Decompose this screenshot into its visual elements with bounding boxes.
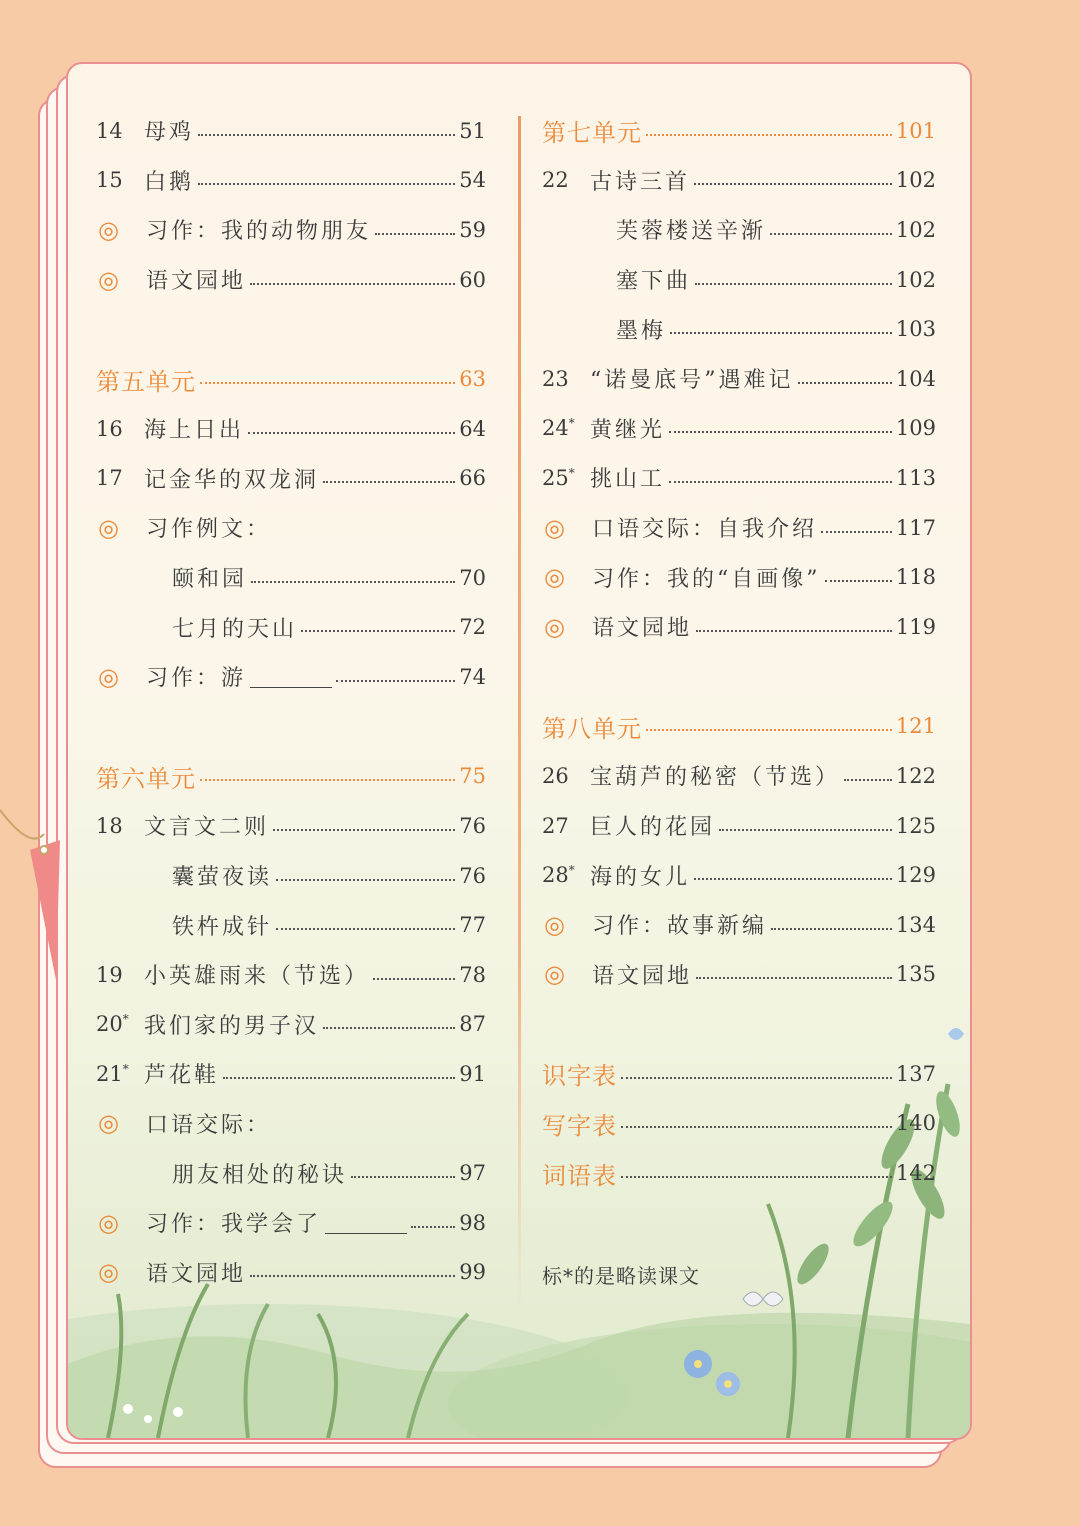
entry-title: 巨人的花园 (590, 815, 716, 841)
entry-title: 第六单元 (96, 764, 196, 793)
lesson-number: 28* (542, 863, 575, 888)
dot-leader (821, 531, 892, 533)
dot-leader (273, 829, 455, 831)
entry-title: 海的女儿 (590, 864, 691, 890)
toc-entry[interactable] (96, 1198, 486, 1248)
page-number: 118 (895, 565, 936, 590)
optional-reading-mark: * (568, 863, 575, 878)
circle-bullet-icon: ◎ (544, 612, 565, 641)
lesson-number: 20* (96, 1012, 129, 1037)
lesson-number: 19 (96, 962, 123, 987)
entry-title: 芦花鞋 (144, 1063, 220, 1089)
dot-leader (646, 729, 892, 731)
dot-leader (621, 1077, 892, 1079)
entry-title: 宝葫芦的秘密（节选） (590, 765, 841, 791)
dot-leader (223, 1077, 455, 1079)
toc-entry[interactable] (96, 553, 486, 603)
toc-entry[interactable] (96, 1099, 486, 1149)
entry-title: 我们家的男子汉 (144, 1013, 320, 1039)
dot-leader (200, 779, 455, 781)
optional-reading-mark: * (122, 1061, 129, 1076)
page-number: 63 (459, 367, 486, 392)
page-number: 70 (459, 565, 486, 590)
section-gap (542, 652, 936, 702)
page-number: 99 (459, 1260, 486, 1285)
entry-title: 词语表 (542, 1161, 617, 1190)
page-number: 102 (895, 168, 936, 193)
page-number: 91 (459, 1061, 486, 1086)
fill-in-blank (250, 665, 332, 688)
page-number: 102 (895, 267, 936, 292)
circle-bullet-icon: ◎ (544, 960, 565, 989)
optional-reading-mark: * (568, 465, 575, 480)
dot-leader (669, 481, 892, 483)
unit-heading[interactable] (96, 752, 486, 802)
toc-entry[interactable] (542, 304, 936, 354)
dot-leader (646, 134, 892, 136)
dot-leader (250, 283, 455, 285)
page-number: 75 (459, 764, 486, 789)
entry-title: 习作：我的动物朋友 (146, 219, 372, 245)
toc-entry[interactable] (542, 354, 936, 404)
optional-reading-mark: * (568, 416, 575, 431)
page-number: 142 (895, 1161, 936, 1186)
dot-leader (771, 928, 892, 930)
footnote: 标*的是略读课文 (542, 1264, 700, 1288)
dot-leader (373, 978, 455, 980)
entry-title: 语文园地 (592, 963, 693, 989)
entry-title: 七月的天山 (172, 616, 298, 642)
fill-in-blank (325, 1211, 407, 1234)
entry-title: 颐和园 (172, 567, 248, 593)
section-gap (96, 304, 486, 354)
entry-title: 墨梅 (616, 318, 667, 344)
entry-title: 口语交际：自我介绍 (592, 517, 818, 543)
dot-leader (621, 1176, 892, 1178)
dot-leader (198, 134, 455, 136)
appendix-entry[interactable] (542, 1099, 936, 1149)
toc-entry[interactable] (542, 602, 936, 652)
toc-entry[interactable] (542, 751, 936, 801)
entry-title: 囊萤夜读 (172, 865, 273, 891)
lesson-number: 22 (542, 168, 569, 193)
lesson-number: 25* (542, 465, 575, 490)
toc-entry[interactable] (542, 900, 936, 950)
unit-heading[interactable] (96, 354, 486, 404)
entry-title: 习作：我的“自画像” (592, 566, 821, 592)
entry-title: 黄继光 (590, 417, 666, 443)
section-gap (96, 702, 486, 752)
optional-reading-mark: * (122, 1012, 129, 1027)
toc-entry[interactable] (96, 255, 486, 305)
circle-bullet-icon: ◎ (98, 1109, 119, 1138)
page-number: 60 (459, 267, 486, 292)
contents-left-column (96, 106, 486, 1297)
page-number: 121 (895, 714, 936, 739)
circle-bullet-icon: ◎ (544, 910, 565, 939)
entry-title: 小英雄雨来（节选） (144, 964, 370, 990)
toc-entry[interactable] (96, 106, 486, 156)
entry-title: 朋友相处的秘诀 (172, 1162, 348, 1188)
entry-title: 第八单元 (542, 714, 642, 743)
dot-leader (694, 878, 892, 880)
entry-title: 第五单元 (96, 367, 196, 396)
entry-title: “诺曼底号”遇难记 (590, 368, 794, 394)
entry-title: 识字表 (542, 1062, 617, 1091)
lesson-number: 15 (96, 168, 123, 193)
toc-entry[interactable] (542, 850, 936, 900)
page-number: 102 (895, 217, 936, 242)
toc-entry[interactable] (96, 950, 486, 1000)
bookmark-ribbon (0, 790, 80, 990)
dot-leader (375, 233, 455, 235)
dot-leader (770, 233, 892, 235)
dot-leader (323, 481, 455, 483)
circle-bullet-icon: ◎ (98, 513, 119, 542)
toc-entry[interactable] (96, 1247, 486, 1297)
toc-entry[interactable] (96, 851, 486, 901)
page-number: 98 (459, 1210, 486, 1235)
entry-title: 语文园地 (146, 269, 247, 295)
circle-bullet-icon: ◎ (98, 1208, 119, 1237)
toc-entry[interactable] (96, 1148, 486, 1198)
entry-title: 文言文二则 (144, 815, 270, 841)
page-number: 117 (895, 515, 936, 540)
toc-entry[interactable] (96, 503, 486, 553)
toc-entry[interactable] (542, 950, 936, 1000)
lesson-number: 18 (96, 813, 123, 838)
entry-title: 白鹅 (144, 169, 195, 195)
toc-entry[interactable] (96, 454, 486, 504)
dot-leader (276, 928, 455, 930)
dot-leader (323, 1027, 455, 1029)
dot-leader (669, 431, 892, 433)
toc-entry[interactable] (542, 205, 936, 255)
circle-bullet-icon: ◎ (544, 513, 565, 542)
lesson-number: 14 (96, 118, 123, 143)
page-number: 137 (895, 1061, 936, 1086)
entry-title: 塞下曲 (616, 269, 692, 295)
page-number: 51 (459, 118, 486, 143)
entry-title: 海上日出 (144, 418, 245, 444)
entry-title: 铁杵成针 (172, 914, 273, 940)
circle-bullet-icon: ◎ (98, 662, 119, 691)
page-number: 66 (459, 466, 486, 491)
entry-title: 习作：游 (146, 666, 247, 692)
lesson-number: 24* (542, 416, 575, 441)
page-number: 134 (895, 912, 936, 937)
page-number: 129 (895, 863, 936, 888)
page-number: 59 (459, 217, 486, 242)
section-gap (542, 999, 936, 1049)
toc-entry[interactable] (96, 1049, 486, 1099)
entry-title: 习作例文： (146, 517, 272, 543)
toc-entry[interactable] (542, 156, 936, 206)
toc-entry[interactable] (542, 552, 936, 602)
entry-title: 第七单元 (542, 119, 642, 148)
dot-leader (351, 1176, 455, 1178)
toc-entry[interactable] (96, 900, 486, 950)
page-number: 87 (459, 1012, 486, 1037)
entry-title: 挑山工 (590, 467, 666, 493)
column-divider (518, 116, 521, 1316)
toc-entry[interactable] (542, 503, 936, 553)
page-number: 76 (459, 863, 486, 888)
lesson-number: 17 (96, 466, 123, 491)
toc-entry[interactable] (96, 1000, 486, 1050)
unit-heading[interactable] (542, 106, 936, 156)
toc-entry[interactable] (542, 453, 936, 503)
appendix-entry[interactable] (542, 1148, 936, 1198)
lesson-number: 16 (96, 416, 123, 441)
toc-entry[interactable] (542, 255, 936, 305)
dot-leader (844, 779, 892, 781)
page-number: 78 (459, 962, 486, 987)
entry-title: 写字表 (542, 1111, 617, 1140)
dot-leader (276, 879, 455, 881)
dot-leader (248, 432, 455, 434)
entry-title: 口语交际： (146, 1112, 272, 1138)
contents-right-column (542, 106, 936, 1198)
dot-leader (825, 580, 892, 582)
dot-leader (670, 332, 892, 334)
entry-title: 母鸡 (144, 120, 195, 146)
entry-title: 古诗三首 (590, 169, 691, 195)
page-number: 122 (895, 763, 936, 788)
dot-leader (696, 630, 892, 632)
toc-entry[interactable] (96, 602, 486, 652)
page-number: 77 (459, 913, 486, 938)
dot-leader (411, 1226, 455, 1228)
appendix-entry[interactable] (542, 1049, 936, 1099)
page-number: 104 (895, 366, 936, 391)
circle-bullet-icon: ◎ (98, 215, 119, 244)
dot-leader (695, 283, 892, 285)
toc-entry[interactable] (96, 652, 486, 702)
page-number: 140 (895, 1111, 936, 1136)
lesson-number: 26 (542, 763, 569, 788)
dot-leader (251, 581, 455, 583)
entry-title: 语文园地 (592, 616, 693, 642)
unit-heading[interactable] (542, 702, 936, 752)
page-number: 119 (895, 614, 936, 639)
entry-title: 习作：我学会了 (146, 1212, 322, 1238)
dot-leader (200, 382, 455, 384)
circle-bullet-icon: ◎ (98, 265, 119, 294)
page-number: 72 (459, 615, 486, 640)
page-number: 64 (459, 416, 486, 441)
toc-entry[interactable] (96, 801, 486, 851)
dot-leader (719, 829, 892, 831)
lesson-number: 23 (542, 366, 569, 391)
page-number: 74 (459, 664, 486, 689)
lesson-number: 27 (542, 813, 569, 838)
dot-leader (301, 630, 455, 632)
dot-leader (198, 183, 455, 185)
toc-entry[interactable] (96, 205, 486, 255)
dot-leader (694, 183, 892, 185)
page-number: 103 (895, 317, 936, 342)
lesson-number: 21* (96, 1061, 129, 1086)
toc-entry[interactable] (96, 156, 486, 206)
page-number: 54 (459, 168, 486, 193)
page-number: 101 (895, 118, 936, 143)
circle-bullet-icon: ◎ (98, 1258, 119, 1287)
dot-leader (798, 382, 892, 384)
entry-title: 芙蓉楼送辛渐 (616, 219, 767, 245)
toc-entry[interactable] (96, 404, 486, 454)
page-number: 97 (459, 1161, 486, 1186)
entry-title: 习作：故事新编 (592, 914, 768, 940)
entry-title: 记金华的双龙洞 (144, 467, 320, 493)
circle-bullet-icon: ◎ (544, 563, 565, 592)
page-number: 109 (895, 416, 936, 441)
entry-title: 语文园地 (146, 1261, 247, 1287)
page-number: 125 (895, 813, 936, 838)
contents-page (66, 62, 972, 1440)
toc-entry[interactable] (542, 404, 936, 454)
page-number: 76 (459, 813, 486, 838)
page-number: 113 (895, 465, 936, 490)
dot-leader (621, 1126, 892, 1128)
dot-leader (336, 680, 455, 682)
page-number: 135 (895, 962, 936, 987)
dot-leader (696, 977, 892, 979)
toc-entry[interactable] (542, 801, 936, 851)
dot-leader (250, 1275, 455, 1277)
